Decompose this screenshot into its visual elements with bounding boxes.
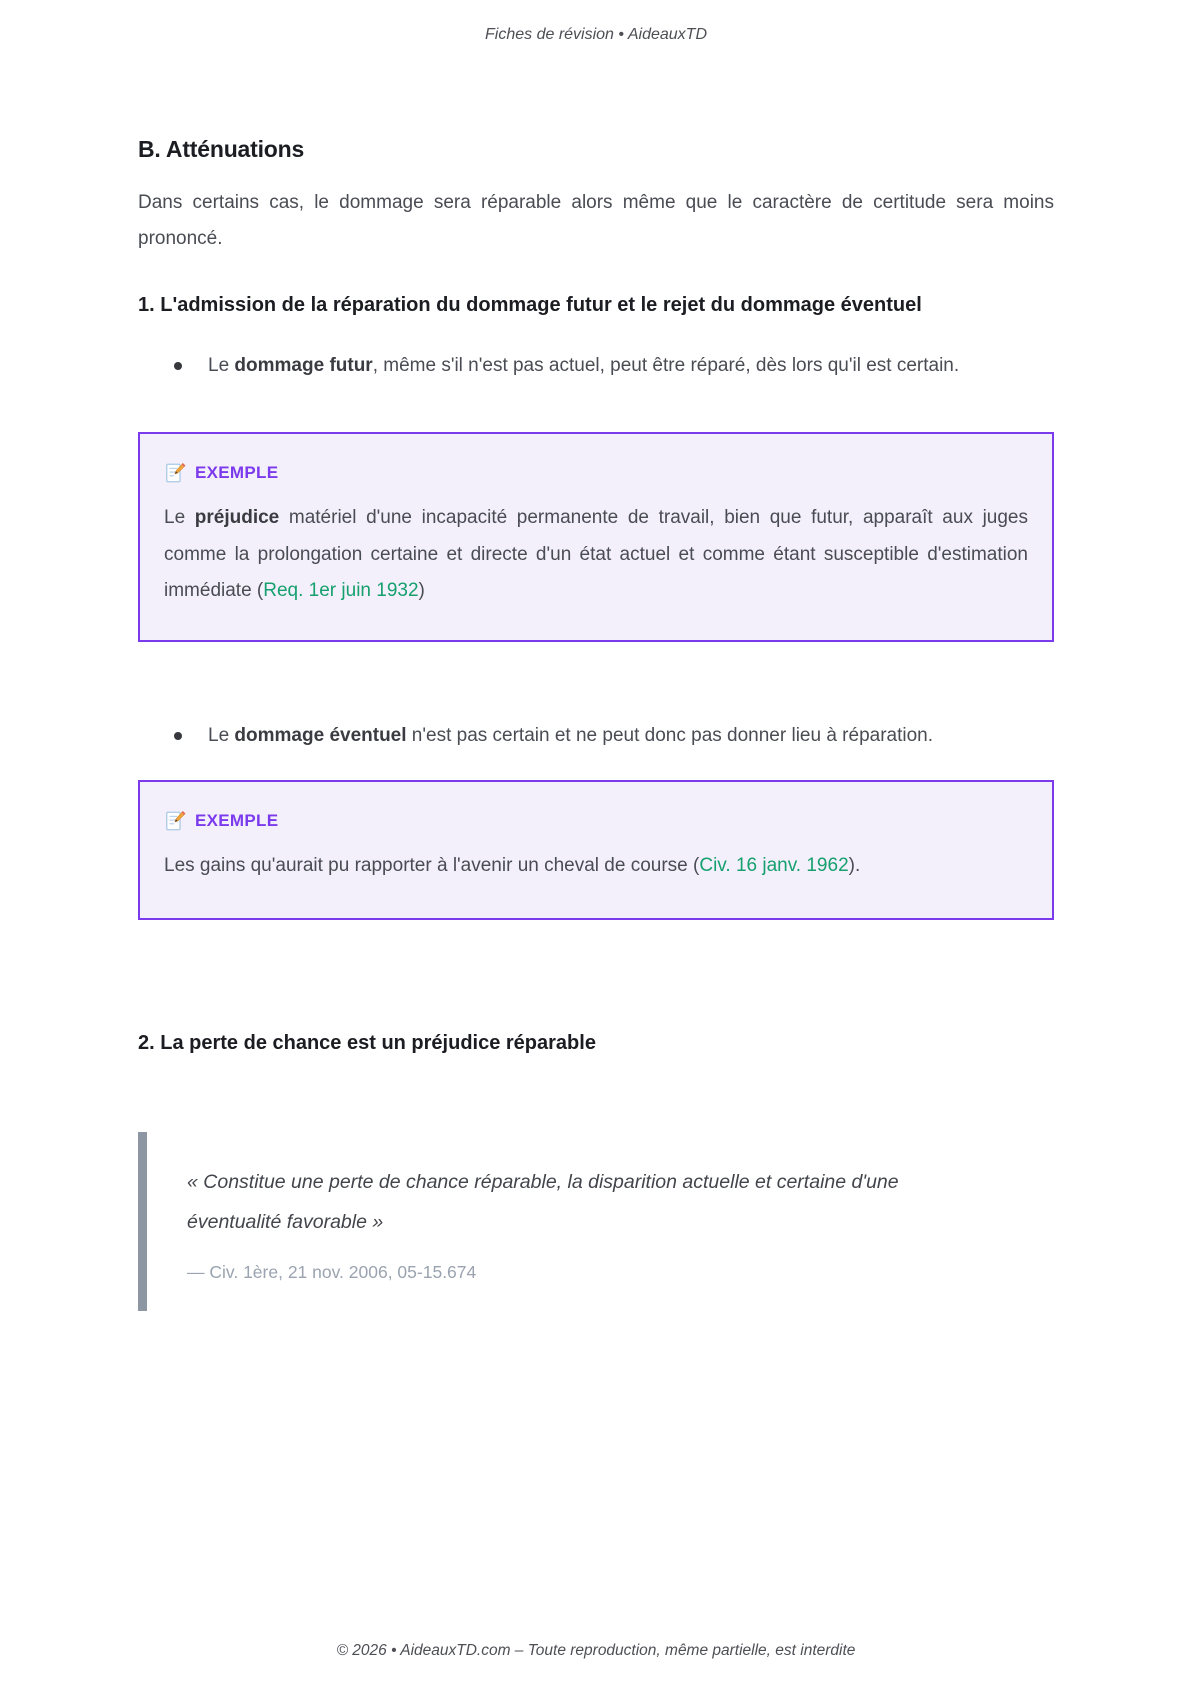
page-header: Fiches de révision • AideauxTD [485, 26, 707, 43]
bullet-dot [174, 732, 182, 740]
citation-link-civ-1962[interactable]: Civ. 16 janv. 1962 [699, 854, 849, 876]
example-1-bold-term: préjudice [194, 507, 280, 528]
example-1-label: EXEMPLE [195, 463, 279, 482]
page-footer: © 2026 • AideauxTD.com – Toute reproduction, même partielle, est interdite [336, 1642, 856, 1659]
subsection-1-title: 1. L'admission de la réparation du dommage futur et le rejet du dommage éventuel [138, 294, 922, 316]
bullet-dommage-eventuel [138, 718, 1054, 754]
case-law-quote [138, 1132, 1054, 1311]
spacer [138, 642, 1054, 694]
bullet1-lead: Le [208, 355, 235, 376]
example-1-pre: Le [164, 507, 195, 528]
bullet1-bold-term: dommage futur [234, 355, 373, 376]
example-1-mid: matériel d'une incapacité permanente de travail, bien que futur, apparaît aux juges comme la prolongation certaine et directe d'un état actuel et comme étant susceptible d'estimation immédiate ( [164, 507, 1028, 601]
section-b-title: B. Atténuations [138, 136, 305, 162]
example-1-header [164, 462, 1028, 484]
example-2-text [164, 848, 1028, 885]
bullet-dot [174, 362, 182, 370]
example-2-post: ). [848, 854, 861, 876]
quote-text: « Constitue une perte de chance réparable, la disparition actuelle et certaine d'une éventualité favorable » [187, 1171, 899, 1233]
example-1-post: ) [418, 580, 425, 601]
section-b-intro: Dans certains cas, le dommage sera réparable alors même que le caractère de certitude sera moins prononcé. [138, 192, 1054, 249]
example-2-header [164, 810, 1028, 832]
memo-pencil-icon [164, 462, 186, 484]
example-box-1 [138, 432, 1054, 642]
bullet2-bold-term: dommage éventuel [234, 724, 407, 746]
citation-link-req-1932[interactable]: Req. 1er juin 1932 [263, 580, 419, 601]
subsection-2-title: 2. La perte de chance est un préjudice réparable [138, 1032, 596, 1054]
bullet-list-2 [138, 718, 1054, 754]
page-content [138, 44, 1054, 1311]
bullet1-rest: , même s'il n'est pas actuel, peut être réparé, dès lors qu'il est certain. [372, 355, 960, 376]
quote-attribution: — Civ. 1ère, 21 nov. 2006, 05-15.674 [187, 1262, 477, 1282]
example-2-pre: Les gains qu'aurait pu rapporter à l'avenir un cheval de course ( [164, 854, 700, 876]
example-2-label: EXEMPLE [195, 810, 279, 830]
bullet2-rest: n'est pas certain et ne peut donc pas donner lieu à réparation. [406, 724, 934, 746]
bullet2-lead: Le [208, 724, 235, 746]
example-1-text [164, 500, 1028, 610]
bullet-dommage-futur [138, 348, 1054, 384]
bullet-list-1 [138, 348, 1054, 384]
example-box-2 [138, 780, 1054, 921]
memo-pencil-icon [164, 810, 186, 832]
